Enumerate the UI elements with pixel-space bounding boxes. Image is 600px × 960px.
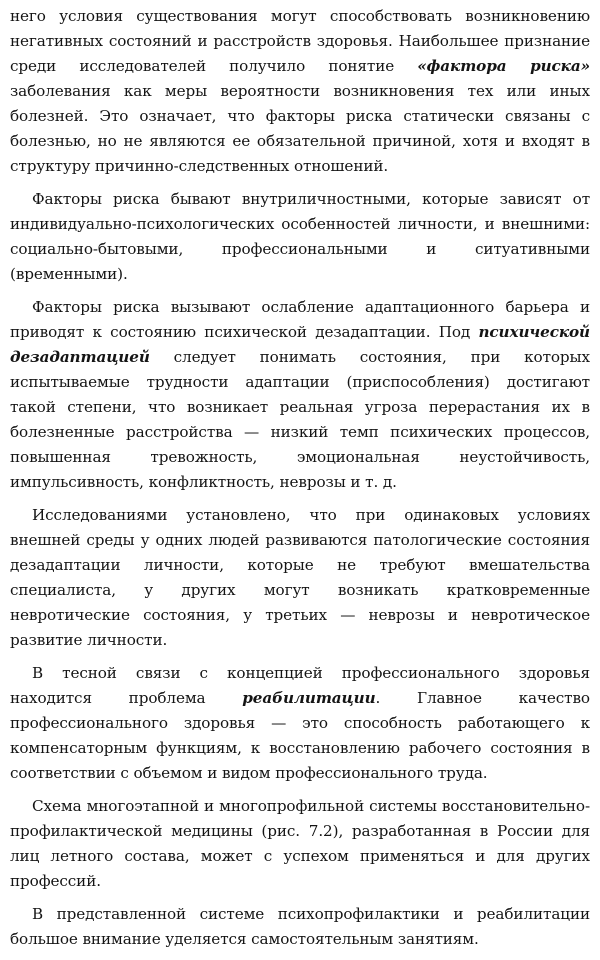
- paragraph-4: [10, 503, 590, 653]
- text-segment: . Главное качество профессионального здоровья — это способность работающего к компенсаторным функциям, к восстановлению рабочего состояния в соответствии с объемом и видом профессионального труда.: [10, 689, 590, 782]
- document-page: [10, 4, 590, 960]
- paragraph-3: [10, 295, 590, 495]
- text-segment: Факторы риска вызывают ослабление адаптационного барьера и приводят к состоянию психической дезадаптации. Под: [10, 298, 590, 341]
- paragraph-7: [10, 902, 590, 952]
- text-segment: заболевания как меры вероятности возникновения тех или иных болезней. Это означает, что факторы риска статически связаны с болезнью, но не являются ее обязательной причиной, хотя и входят в структуру причинно-следственных отношений.: [10, 82, 590, 175]
- paragraph-2: [10, 187, 590, 287]
- text-segment: В тесной связи с концепцией профессионального здоровья находится проблема: [10, 664, 590, 707]
- italic-term: «фактора риска»: [417, 57, 590, 75]
- text-segment: В представленной системе психопрофилактики и реабилитации большое внимание уделяется самостоятельным занятиям.: [10, 905, 590, 948]
- text-segment: Факторы риска бывают внутриличностными, которые зависят от индивидуально-психологических особенностей личности, и внешними: социально-бытовыми, профессиональными и ситуативными (временными).: [10, 190, 590, 283]
- paragraph-6: [10, 794, 590, 894]
- paragraph-1: [10, 4, 590, 179]
- text-segment: Схема многоэтапной и многопрофильной системы восстановительно-профилактической медицины (рис. 7.2), разработанная в России для лиц летного состава, может с успехом применяться и для других профессий.: [10, 797, 590, 890]
- text-segment: него условия существования могут способствовать возникновению негативных состояний и расстройств здоровья. Наибольшее признание среди исследователей получило понятие: [10, 7, 590, 75]
- paragraph-5: [10, 661, 590, 786]
- italic-term: реабилитации: [242, 689, 376, 707]
- text-segment: следует понимать состояния, при которых испытываемые трудности адаптации (приспособления) достигают такой степени, что возникает реальная угроза перерастания их в болезненные расстройства — низкий темп психических процессов, повышенная тревожность, эмоциональная неустойчивость, импульсивность, конфликтность, неврозы и т. д.: [10, 348, 590, 491]
- italic-term: психической дезадаптацией: [10, 323, 590, 366]
- text-segment: Исследованиями установлено, что при одинаковых условиях внешней среды у одних людей развиваются патологические состояния дезадаптации личности, которые не требуют вмешательства специалиста, у других могут возникать кратковременные невротические состояния, у третьих — неврозы и невротическое развитие личности.: [10, 506, 590, 649]
